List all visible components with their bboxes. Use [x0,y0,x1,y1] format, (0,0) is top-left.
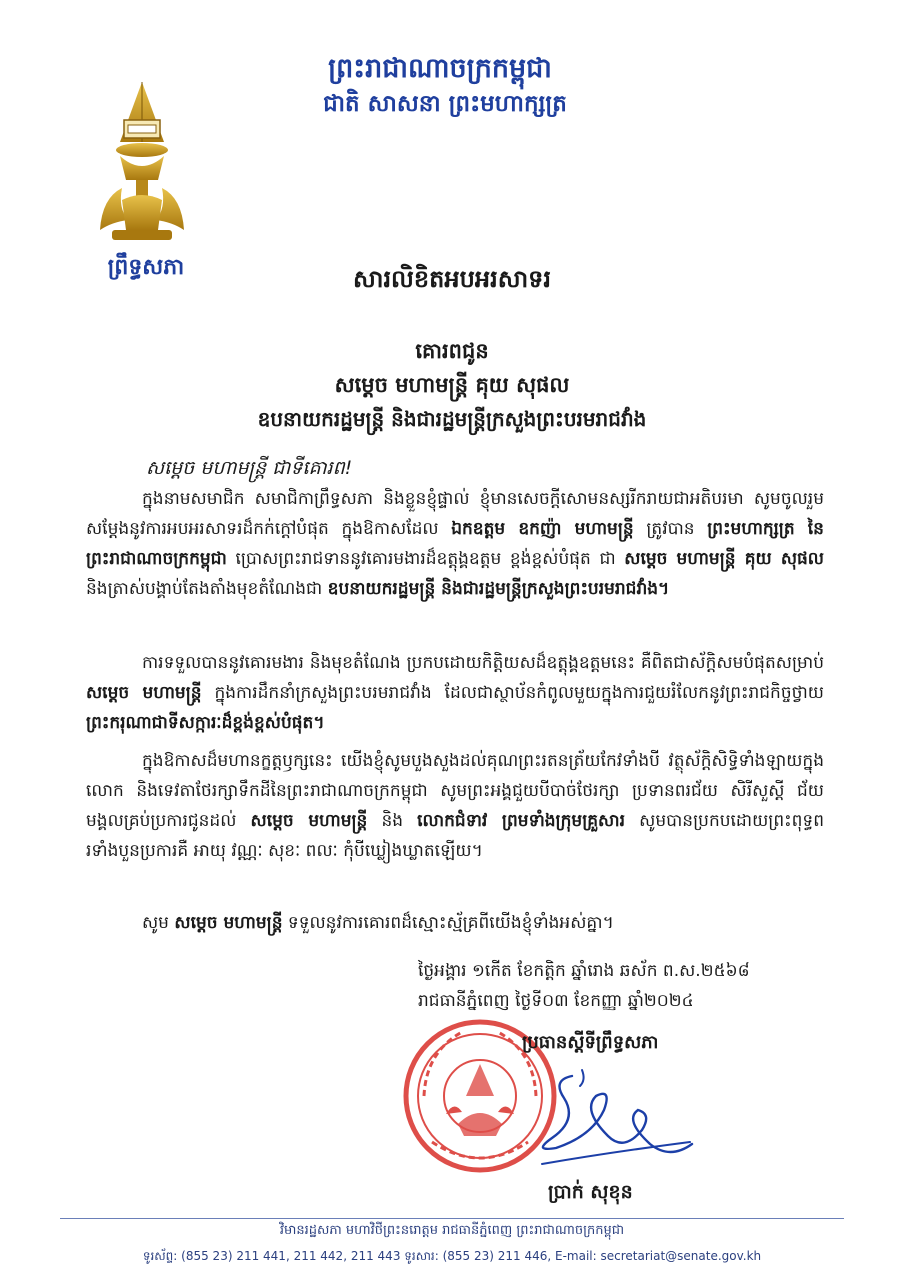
senate-emblem-icon [92,80,192,250]
salutation: សម្តេច មហាមន្ត្រី ជាទីគោរព! [146,457,353,479]
para1-text-2: ត្រូវបាន [633,519,708,539]
para1-bold-3: សម្តេច មហាមន្ត្រី គុយ សុផល [624,549,824,569]
body-paragraph-2 [86,648,824,738]
para2-bold-1: សម្តេច មហាមន្ត្រី [86,683,202,703]
closing-bold-1: សម្តេច មហាមន្ត្រី [174,913,283,933]
date-solar: រាជធានីភ្នំពេញ ថ្ងៃទី០៣ ខែកញ្ញា ឆ្នាំ២០២៤ [418,991,694,1011]
addressee-position: ឧបនាយករដ្ឋមន្ត្រី និងជារដ្ឋមន្ត្រីក្រសួងព្រះបរមរាជវាំង [257,407,647,431]
para1-bold-2: ព្រះមហាក្សត្រ នៃព្រះរាជាណាចក្រកម្ពុជា [86,519,824,569]
national-motto: ជាតិ សាសនា ព្រះមហាក្សត្រ [323,91,567,117]
para1-bold-4: ឧបនាយករដ្ឋមន្ត្រី និងជារដ្ឋមន្ត្រីក្រសួងព្រះបរមរាជវាំង។ [327,579,670,599]
para3-text-2: និង [367,811,418,831]
para3-text-3: សូមបានប្រកបដោយព្រះពុទ្ធពរទាំងបួនប្រការគឺ អាយុ វណ្ណៈ សុខៈ ពលៈ កុំបីឃ្លៀងឃ្លាតឡើយ។ [86,811,824,861]
addressee-name: សម្តេច មហាមន្ត្រី គុយ សុផល [334,373,570,397]
date-lunar: ថ្ងៃអង្គារ ១កើត ខែកត្តិក ឆ្នាំរោង ឆស័ក ព.ស.២៥៦៨ [418,961,750,981]
para2-text-2: ក្នុងការដឹកនាំក្រសួងព្រះបរមរាជវាំង ដែលជាស្ថាប័នកំពូលមួយក្នុងការជួយរំលែកនូវព្រះរាជកិច្ចថ្វាយ [201,683,824,703]
footer-contacts: ទូរស័ព្ទ: (855 23) 211 441, 211 442, 211 443 ទូរសារ: (855 23) 211 446, E-mail: secretariat@senate.gov.kh [142,1249,762,1263]
closing-line [142,912,614,937]
footer-address: វិមានរដ្ឋសភា មហាវិថីព្រះនរោត្តម រាជធានីភ្នំពេញ ព្រះរាជាណាចក្រកម្ពុជា [279,1223,625,1238]
para1-text-1: ក្នុងនាមសមាជិក សមាជិកាព្រឹទ្ធសភា និងខ្លួនខ្ញុំផ្ទាល់ ខ្ញុំមានសេចក្តីសោមនស្សរីករាយជាអតិបរមា សូមចូលរួមសម្តែងនូវការអបអរសាទរដ៏កក់ក្តៅបំផុត ក្នុងឱកាសដែល [86,489,824,539]
body-paragraph-3 [86,746,824,866]
signer-title: ប្រធានស្តីទីព្រឹទ្ធសភា [522,1032,659,1053]
para3-bold-1: សម្តេច មហាមន្ត្រី [250,811,368,831]
footer-divider [60,1218,844,1219]
para1-text-3: ប្រោសព្រះរាជទាននូវគោរមងារដ៏ឧត្តុង្គឧត្តម ខ្ពង់ខ្ពស់បំផុត ជា [226,549,625,569]
signer-name: ប្រាក់ សុខុន [548,1181,633,1203]
body-paragraph-1 [86,484,824,604]
para1-bold-1: ឯកឧត្តម ឧកញ៉ា មហាមន្ត្រី [451,519,634,539]
para2-text-1: ការទទួលបាននូវគោរមងារ និងមុខតំណែង ប្រកបដោយកិត្តិយសដ៏ឧត្តុង្គឧត្តមនេះ គឺពិតជាស័ក្តិសមបំផុតសម្រាប់ [142,653,824,673]
institution-label: ព្រឹទ្ធសភា [107,255,185,280]
para2-bold-2: ព្រះករុណាជាទីសក្ការៈដ៏ខ្ពង់ខ្ពស់បំផុត។ [86,713,325,733]
para3-bold-2: លោកជំទាវ ព្រមទាំងក្រុមគ្រួសារ [417,811,626,831]
page-title: សារលិខិតអបអរសាទរ [352,265,552,293]
closing-text-1: សូម [142,913,175,933]
para1-text-4: និងត្រាស់បង្គាប់តែងតាំងមុខតំណែងជា [86,579,328,599]
addressee-greeting: គោរពជូន [415,339,489,363]
closing-text-2: ទទួលនូវការគោរពដ៏ស្មោះស្ម័គ្រពីយើងខ្ញុំទាំងអស់គ្នា។ [282,913,614,933]
para3-text-1: ក្នុងឱកាសដ៏មហានក្ខត្តឫក្សនេះ យើងខ្ញុំសូមបួងសួងដល់គុណព្រះរតនត្រ័យកែវទាំងបី វត្ថុស័ក្តិសិទ្ធិទាំងឡាយក្នុងលោក និងទេវតាថែរក្សាទឹកដីនៃព្រះរាជាណាចក្រកម្ពុជា សូមព្រះអង្គជួយបីបាច់ថែរក្សា ប្រទានពរជ័យ សិរីសួស្តី ជ័យមង្គលគ្រប់ប្រការជូនដល់ [86,751,824,831]
signature-icon [512,1040,702,1180]
kingdom-name: ព្រះរាជាណាចក្រកម្ពុជា [328,53,552,84]
